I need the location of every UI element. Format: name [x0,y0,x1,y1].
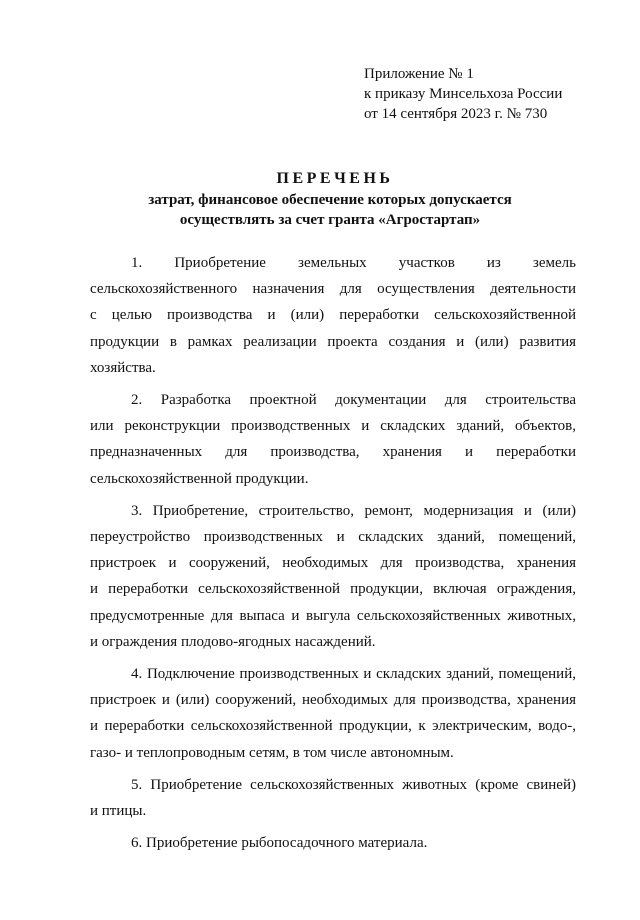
list-item-line: 4. Подключение производственных и складских зданий, помещений, [131,666,576,683]
list-item-line: переустройство производственных и складских зданий, помещений, [90,529,576,546]
list-item-line: сельскохозяйственного назначения для осуществления деятельности [90,281,576,298]
list-item-line: предусмотренные для выпаса и выгула сельскохозяйственных животных, [90,607,576,624]
appendix-line-3: от 14 сентября 2023 г. № 730 [364,106,548,122]
list-item-line: 5. Приобретение сельскохозяйственных животных (кроме свиней) [131,776,576,793]
list-item-line: хозяйства. [90,359,156,376]
list-item-line: и переработки сельскохозяйственной продукции, включая ограждения, [90,581,576,598]
list-item-line: пристроек и (или) сооружений, необходимых для производства, хранения [90,692,576,709]
list-item [90,661,576,766]
list-item-line: предназначенных для производства, хранения и переработки [90,444,576,461]
list-item [90,772,576,824]
list-body [90,250,576,856]
list-item [90,250,576,381]
list-item-line: 6. Приобретение рыбопосадочного материала. [131,835,428,852]
list-item-line: продукции в рамках реализации проекта создания и (или) развития [90,333,576,350]
list-item-line: 3. Приобретение, строительство, ремонт, модернизация и (или) [131,502,576,519]
list-item-line: и птицы. [90,803,147,820]
list-item-line: и ограждения плодово-ягодных насаждений. [90,633,376,650]
document-title [80,168,580,230]
list-item [90,498,576,655]
appendix-line-2: к приказу Минсельхоза России [364,86,563,102]
list-item-line: и переработки сельскохозяйственной продукции, к электрическим, водо-, [90,718,576,735]
list-item-line: 1. Приобретение земельных участков из земель [131,255,576,271]
subtitle-line-2: осуществлять за счет гранта «Агростартап» [179,212,481,228]
list-item-line: или реконструкции производственных и складских зданий, объектов, [90,418,576,435]
appendix-line-1: Приложение № 1 [364,66,474,82]
appendix-header [364,64,562,124]
list-item [90,830,576,856]
subtitle-line-1: затрат, финансовое обеспечение которых допускается [148,192,512,208]
list-item-line: 2. Разработка проектной документации для строительства [131,392,576,409]
list-item-line: с целью производства и (или) переработки сельскохозяйственной [90,307,576,324]
heading: ПЕРЕЧЕНЬ [276,170,394,187]
list-item-line: пристроек и сооружений, необходимых для производства, хранения [90,555,576,572]
list-item [90,387,576,492]
list-item-line: сельскохозяйственной продукции. [90,470,309,487]
list-item-line: газо- и теплопроводным сетям, в том числе автономным. [90,744,454,761]
